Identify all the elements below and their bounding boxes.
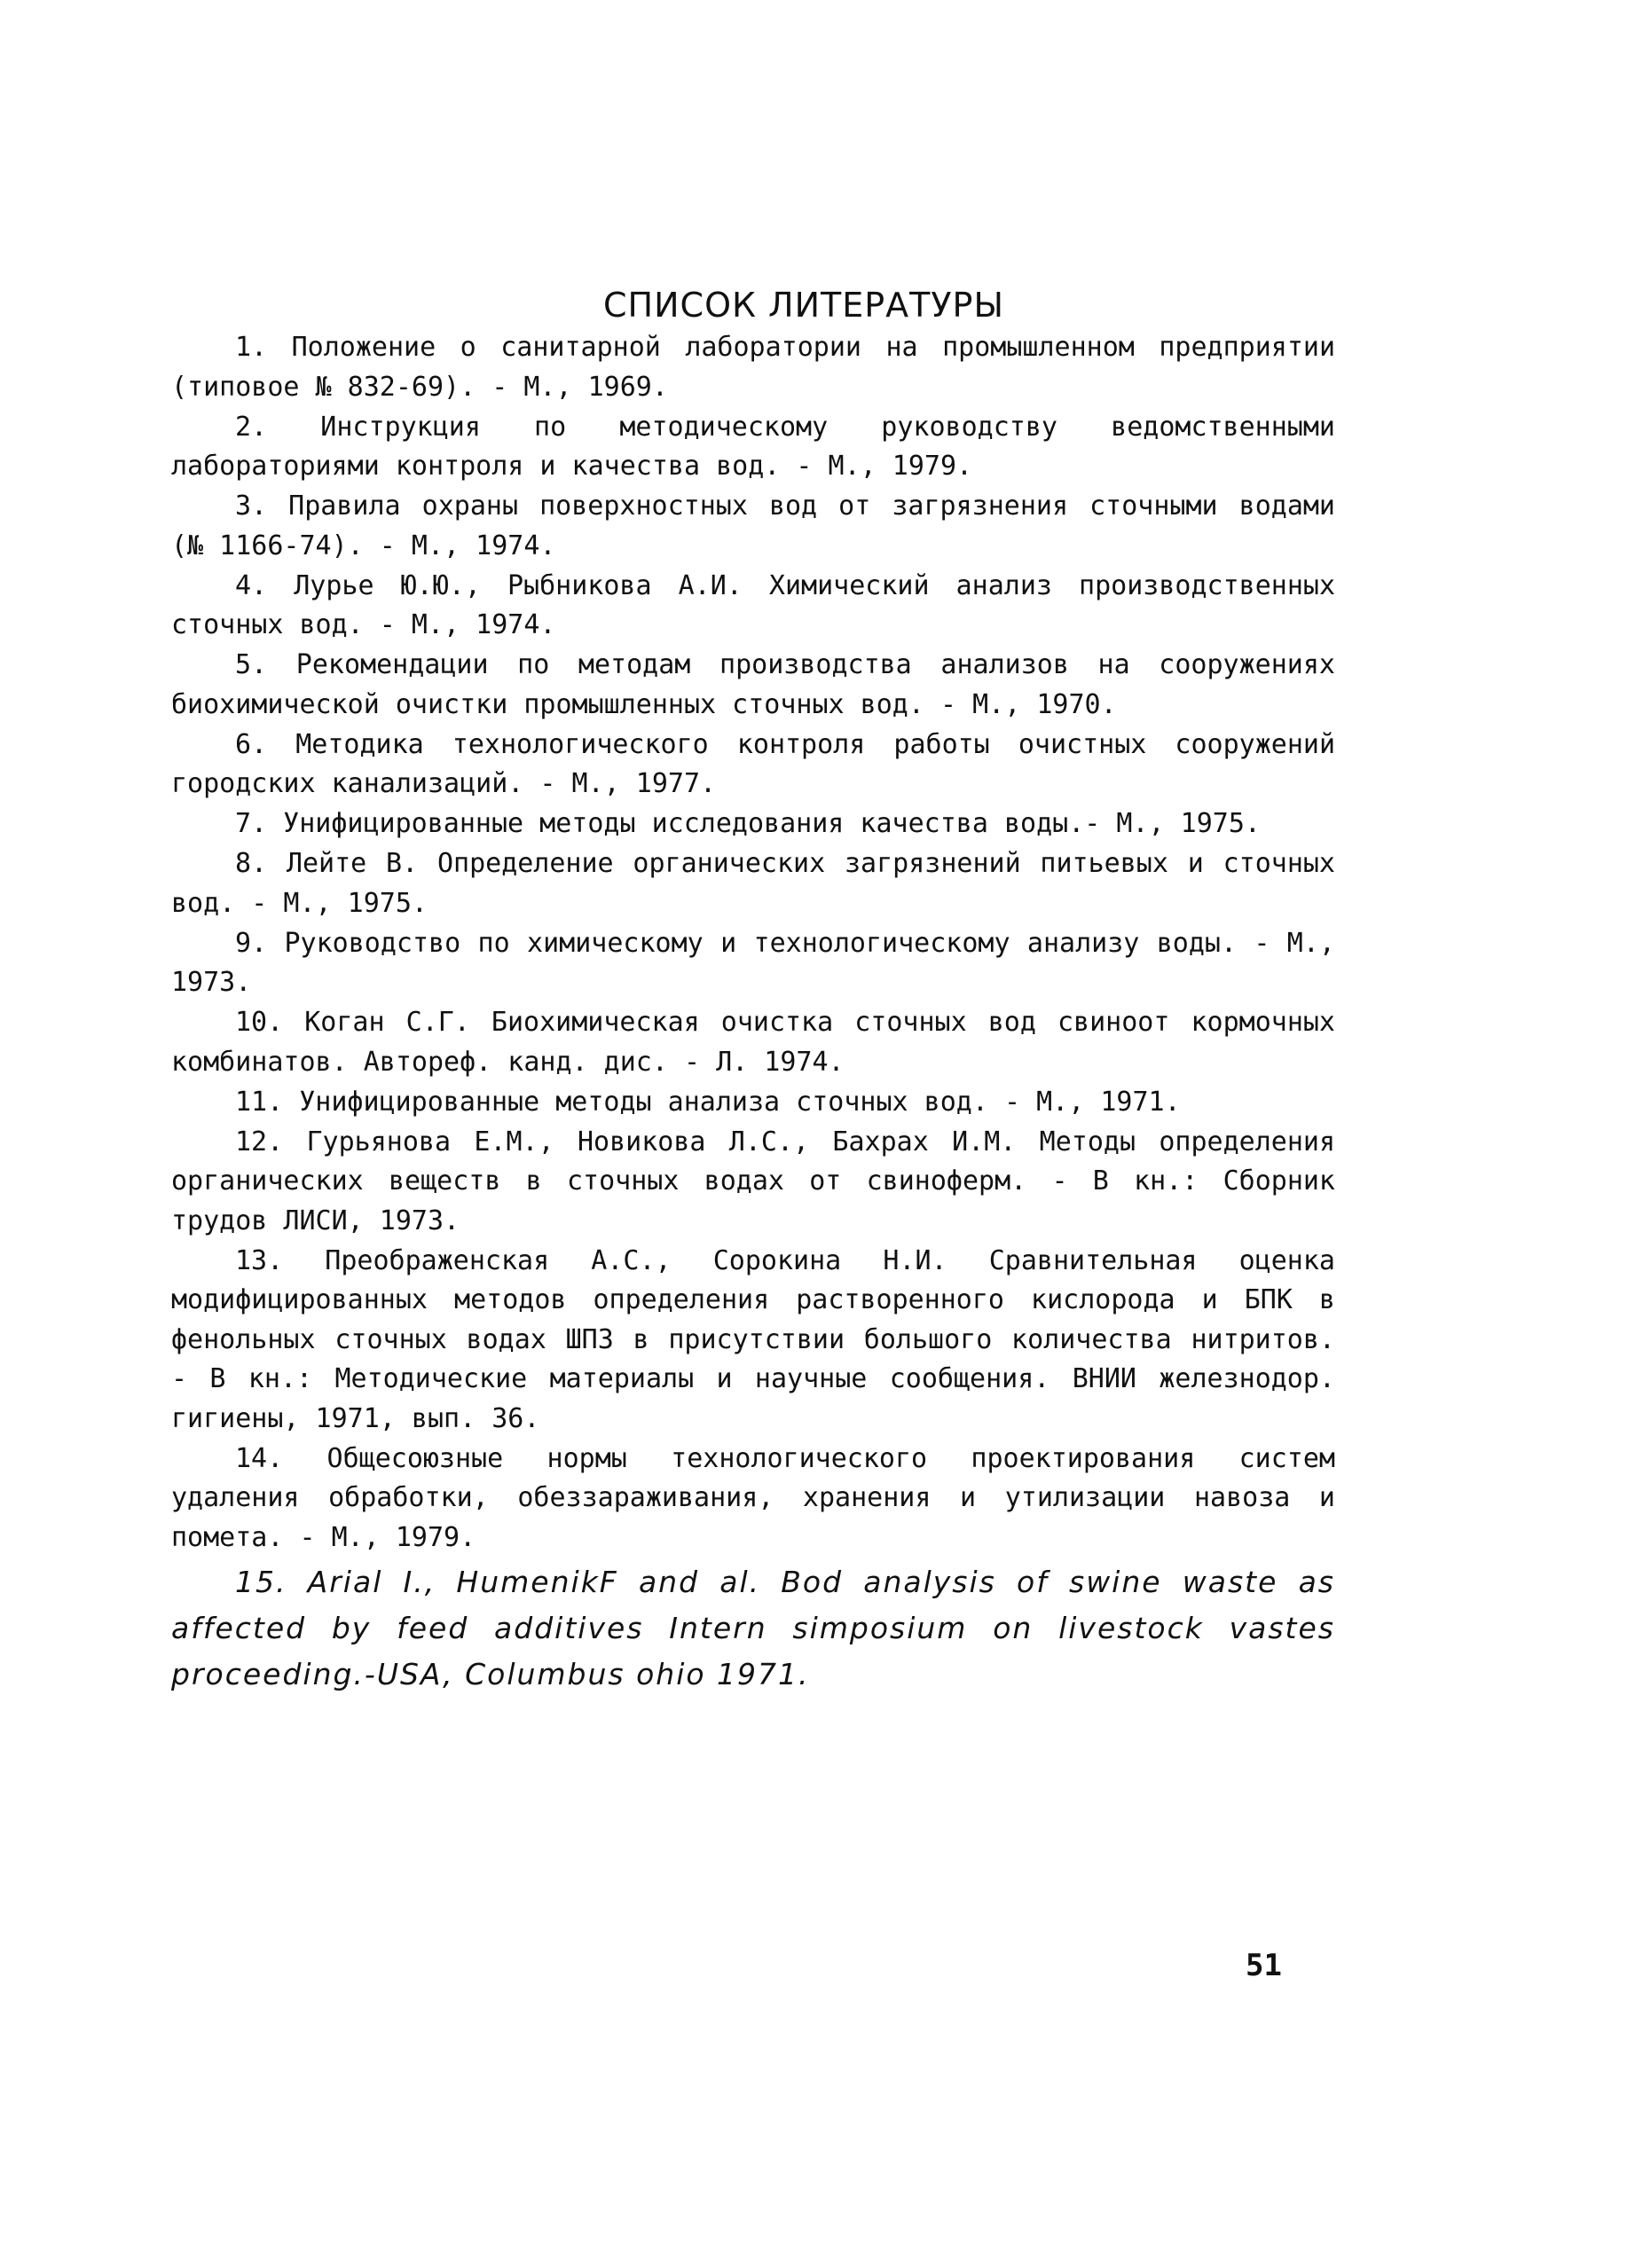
- reference-item: 14. Общесоюзные нормы технологического проектирования систем удаления обработки, обеззараживания, хранения и утилизации навоза и помета. - М., 1979.: [171, 1442, 1335, 1553]
- reference-item: 13. Преображенская А.С., Сорокина Н.И. Сравнительная оценка модифицированных методов определения растворенного кислорода и БПК в фенольных сточных водах ШПЗ в присутствии большого количества нитритов. - В кн.: Методические материалы и научные сообщения. ВНИИ железнодор. гигиены, 1971, вып. 36.: [171, 1244, 1335, 1434]
- reference-item: 12. Гурьянова Е.М., Новикова Л.С., Бахрах И.М. Методы определения органических веществ в сточных водах от свиноферм. - В кн.: Сборник трудов ЛИСИ, 1973.: [171, 1126, 1335, 1236]
- reference-item-english: 15. Arial I., HumenikF and al. Bod analysis of swine waste as affected by feed additives Intern simposium on livestock vastes proceeding.-USA, Columbus ohio 1971.: [171, 1565, 1335, 1691]
- bibliography-title: СПИСОК ЛИТЕРАТУРЫ: [603, 286, 1004, 325]
- page-number: 51: [1246, 1948, 1282, 1983]
- reference-list: [171, 328, 1335, 1699]
- reference-item: 7. Унифицированные методы исследования качества воды.- М., 1975.: [235, 808, 1261, 839]
- reference-item: 6. Методика технологического контроля работы очистных сооружений городских канализаций. - М., 1977.: [171, 728, 1335, 799]
- reference-item: 9. Руководство по химическому и технологическому анализу воды. - М., 1973.: [171, 927, 1335, 998]
- reference-item: 4. Лурье Ю.Ю., Рыбникова А.И. Химический анализ производственных сточных вод. - М., 1974.: [171, 569, 1335, 640]
- reference-item: 11. Унифицированные методы анализа сточных вод. - М., 1971.: [235, 1086, 1181, 1118]
- reference-item: 3. Правила охраны поверхностных вод от загрязнения сточными водами (№ 1166-74). - М., 1974.: [171, 490, 1335, 561]
- reference-item: 5. Рекомендации по методам производства анализов на сооружениях биохимической очистки промышленных сточных вод. - М., 1970.: [171, 649, 1335, 720]
- reference-item: 1. Положение о санитарной лаборатории на промышленном предприятии (типовое № 832-69). - М., 1969.: [171, 332, 1335, 403]
- reference-item: 10. Коган С.Г. Биохимическая очистка сточных вод свиноот кормочных комбинатов. Автореф. канд. дис. - Л. 1974.: [171, 1007, 1335, 1078]
- reference-item: 8. Лейте В. Определение органических загрязнений питьевых и сточных вод. - М., 1975.: [171, 848, 1335, 919]
- reference-item: 2. Инструкция по методическому руководству ведомственными лабораториями контроля и качества вод. - М., 1979.: [171, 411, 1335, 482]
